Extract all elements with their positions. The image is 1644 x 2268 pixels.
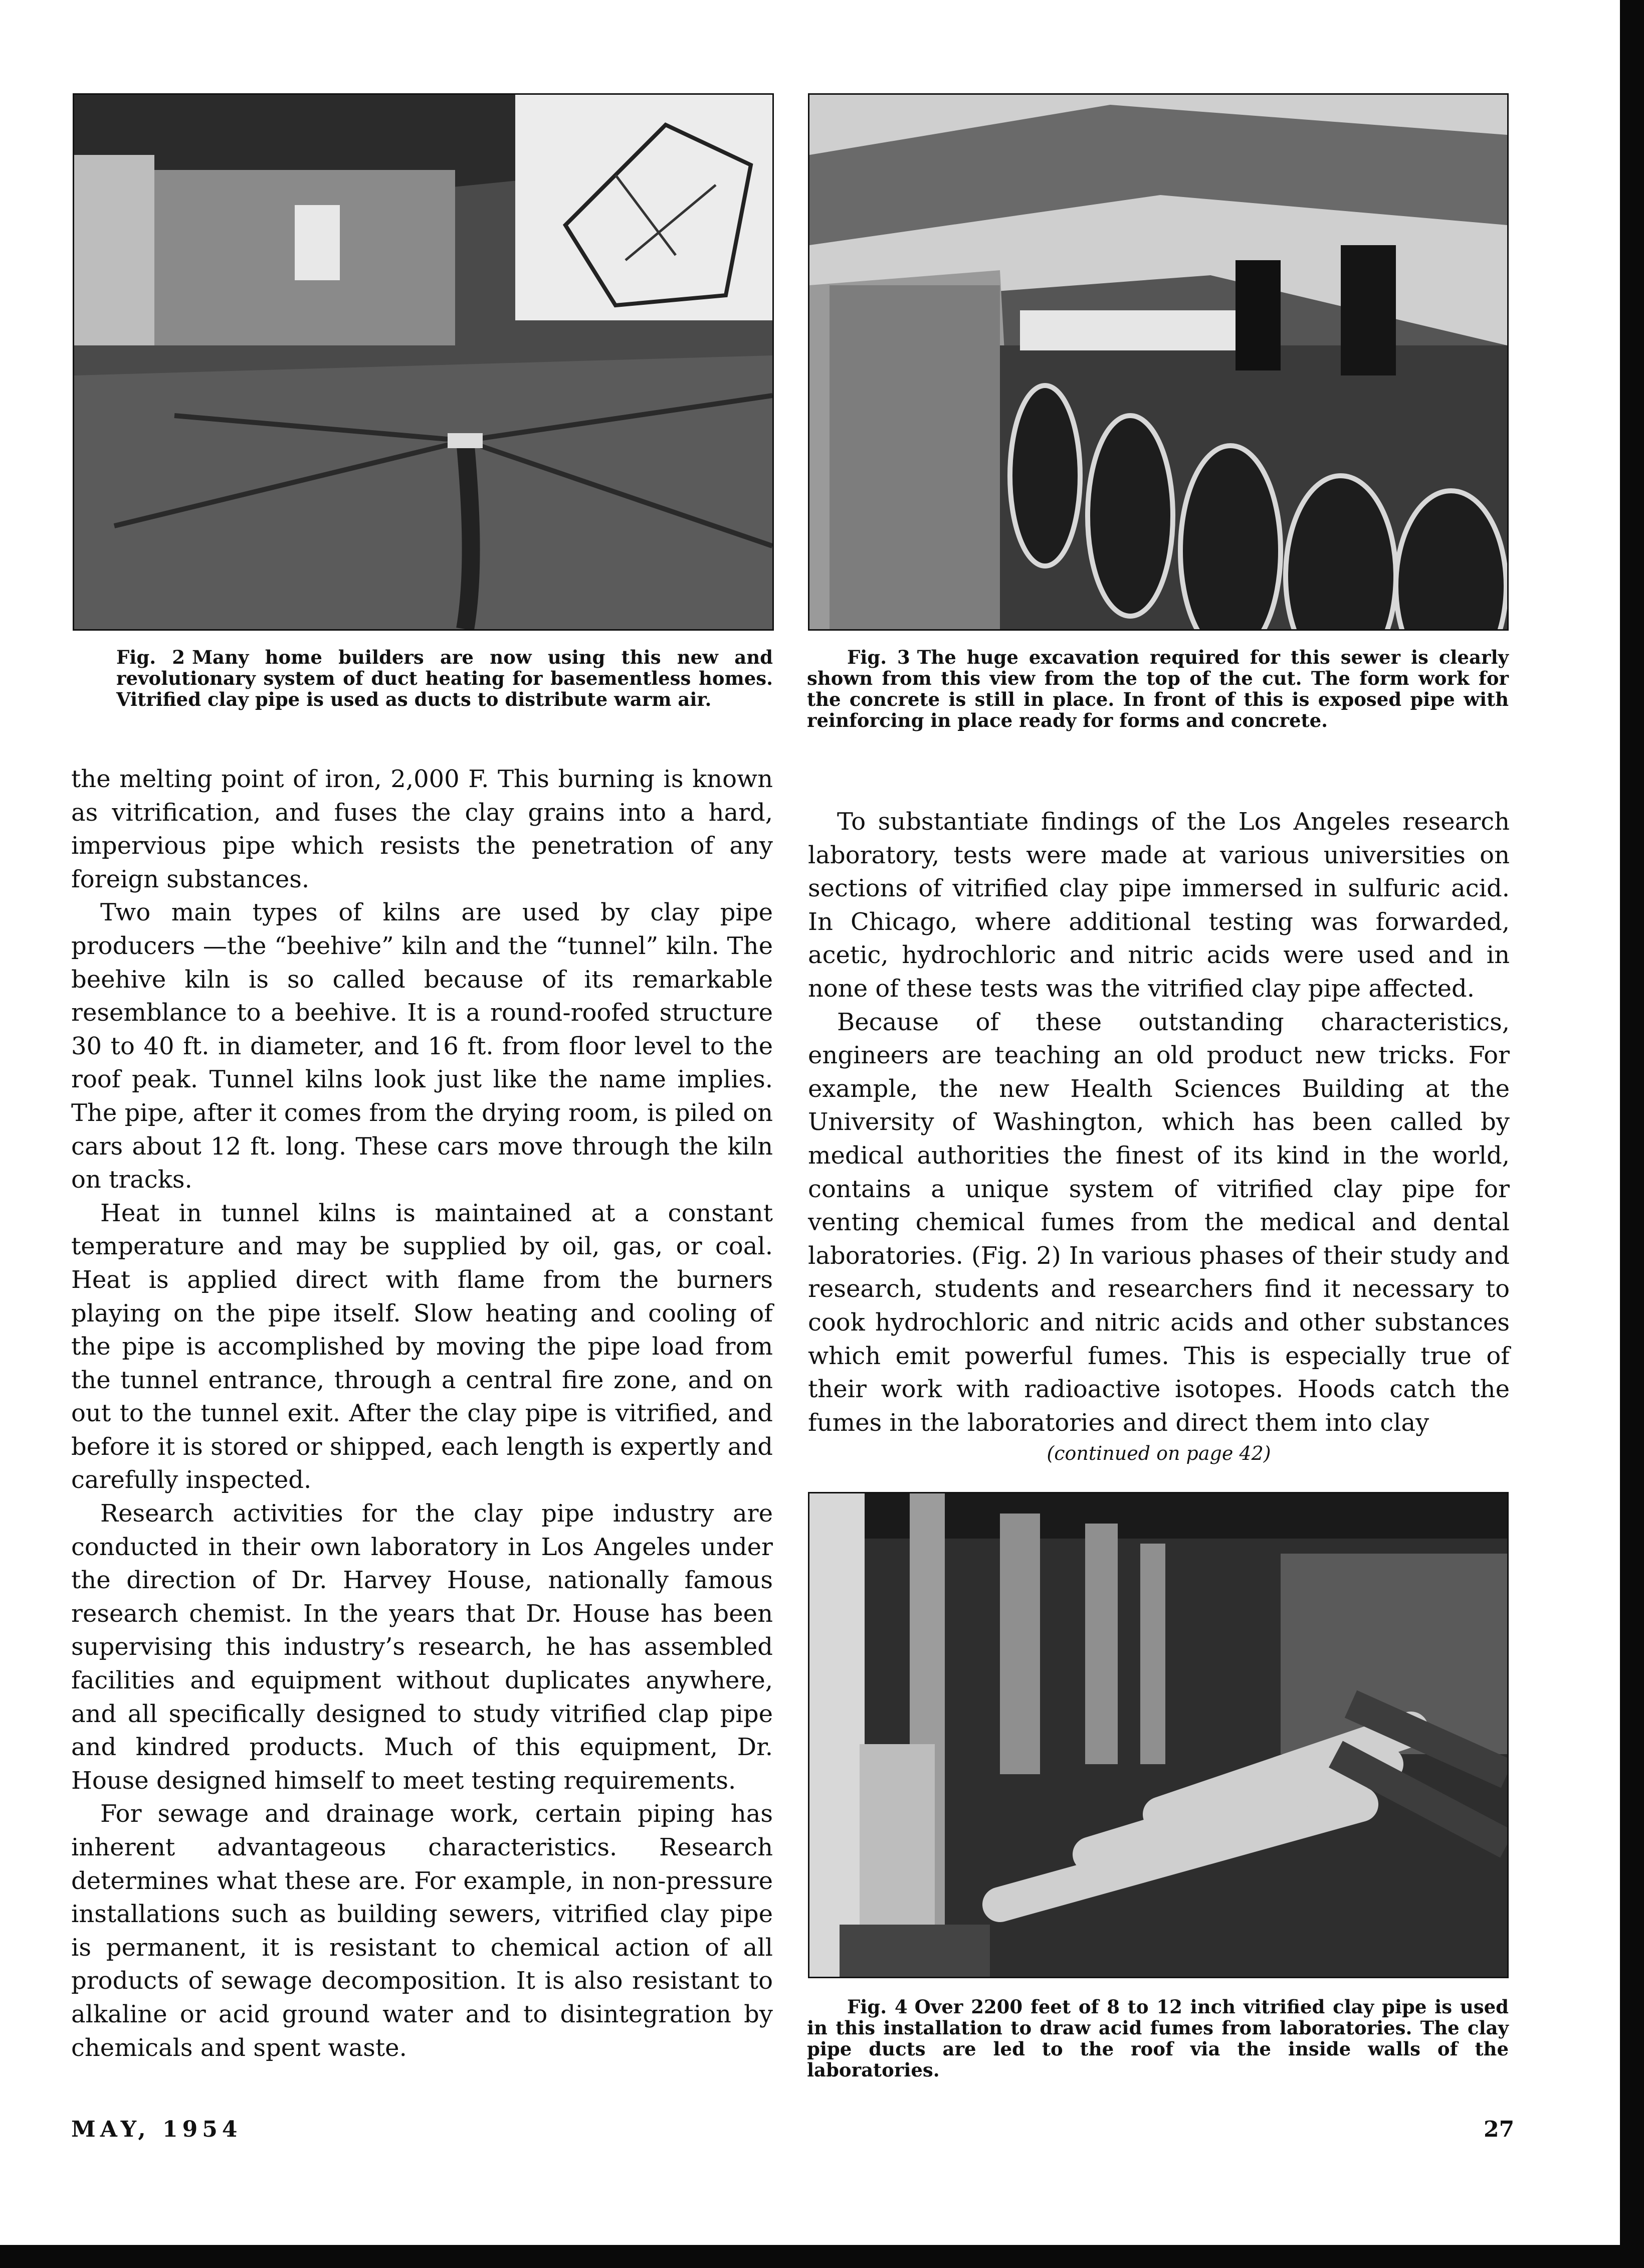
left-paragraph-2: Two main types of kilns are used by clay pipe producers —the “beehive” kiln and the “tunnel” kiln. The beehive kiln is so called because of its remarkable resemblance to a beehive. It is a round-roofed structure 30 to 40 ft. in diameter, and 16 ft. from floor level to the roof peak. Tunnel kilns look just like the name implies. The pipe, after it comes from the drying room, is piled on cars about 12 ft. long. These cars move through the kiln on tracks. xyxy=(71,898,773,1194)
page-edge-bottom xyxy=(0,2245,1644,2268)
fig4-caption-text: Over 2200 feet of 8 to 12 inch vitrified clay pipe is used in this installation to draw acid fumes from laboratories. The clay pipe ducts are led to the roof via the inside walls of the laboratories. xyxy=(807,1996,1509,2081)
fig2-caption xyxy=(116,647,773,710)
right-paragraph-2: Because of these outstanding characteristics, engineers are teaching an old product new tricks. For example, the new Health Sciences Building at the University of Washington, which has been called by medical authorities the finest of its kind in the world, contains a unique system of vitrified clay pipe for venting chemical fumes from the medical and dental laboratories. (Fig. 2) In various phases of their study and research, students and researchers find it necessary to cook hydrochloric and nitric acids and other substances which emit powerful fumes. This is especially true of their work with radioactive isotopes. Hoods catch the fumes in the laboratories and direct them into clay xyxy=(808,1008,1510,1437)
left-paragraph-3: Heat in tunnel kilns is maintained at a constant temperature and may be supplied by oil, gas, or coal. Heat is applied direct with flame from the burners playing on the pipe itself. Slow heating and cooling of the pipe is accomplished by moving the pipe load from the tunnel entrance, through a central fire zone, and on out to the tunnel exit. After the clay pipe is vitrified, and before it is stored or shipped, each length is expertly and carefully inspected. xyxy=(71,1199,773,1494)
right-column xyxy=(808,805,1510,1467)
left-paragraph-4: Research activities for the clay pipe industry are conducted in their own laboratory in Los Angeles under the direction of Dr. Harvey House, nationally famous research chemist. In the years that Dr. House has been supervising this industry’s research, he has assembled facilities and equipment without duplicates anywhere, and all specifically designed to study vitrified clap pipe and kindred products. Much of this equipment, Dr. House designed himself to meet testing requirements. xyxy=(71,1499,773,1795)
fig3-caption xyxy=(807,647,1509,731)
fig3-label: Fig. 3 xyxy=(847,646,910,668)
left-paragraph-5: For sewage and drainage work, certain piping has inherent advantageous characteristics. Research determines what these are. For example, in non-pressure installations such as building sewers, vitrified clay pipe is permanent, it is resistant to chemical action of all products of sewage decomposition. It is also resistant to alkaline or acid ground water and to disintegration by chemicals and spent waste. xyxy=(71,1800,773,2062)
page-edge-right xyxy=(1620,0,1644,2268)
fig3-caption-text: The huge excavation required for this sewer is clearly shown from this view from the top of the cut. The form work for the concrete is still in place. In front of this is exposed pipe with reinforcing in place ready for forms and concrete. xyxy=(807,646,1509,731)
fig4-photo xyxy=(808,1492,1509,1978)
issue-date: MAY, 1954 xyxy=(71,2117,242,2142)
fig4-label: Fig. 4 xyxy=(847,1996,908,2018)
fig3-photo xyxy=(808,93,1509,631)
left-paragraph-1: the melting point of iron, 2,000 F. This burning is known as vitrification, and fuses the clay grains into a hard, impervious pipe which resists the penetration of any foreign substances. xyxy=(71,765,773,893)
fig2-photo xyxy=(73,93,774,631)
fig2-label: Fig. 2 xyxy=(116,646,185,668)
fig4-caption xyxy=(807,1996,1509,2081)
left-column xyxy=(71,763,773,2064)
fig2-caption-text: Many home builders are now using this new and revolutionary system of duct heating for basementless homes. Vitrified clay pipe is used as ducts to distribute warm air. xyxy=(116,646,773,710)
right-paragraph-1: To substantiate findings of the Los Angeles research laboratory, tests were made at various universities on sections of vitrified clay pipe immersed in sulfuric acid. In Chicago, where additional testing was forwarded, acetic, hydrochloric and nitric acids were used and in none of these tests was the vitrified clay pipe affected. xyxy=(808,808,1510,1003)
page-number: 27 xyxy=(1484,2117,1515,2142)
continued-note: (continued on page 42) xyxy=(1047,1442,1271,1465)
